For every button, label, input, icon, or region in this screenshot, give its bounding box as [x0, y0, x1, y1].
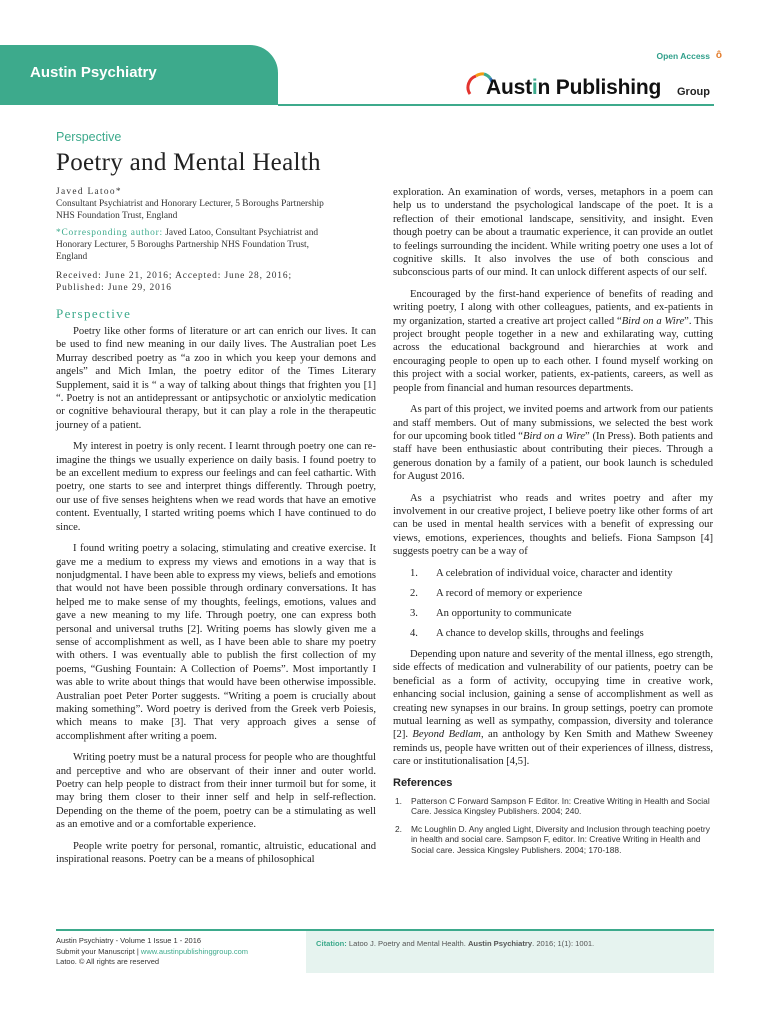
body-paragraph	[393, 288, 713, 395]
body-paragraph: Writing poetry must be a natural process for people who are thoughtful and perceptive and who are observant of their inner and outer world. Poetry can help people to distract from their inner turmoil but for some, it may bring them closer to their inner self and help in self-reflection. Depending on the theme of the poem, poetry can be a stimulating as well as an emotive and or a comfortable experience.	[56, 752, 376, 831]
text-run: Depending upon nature and severity of the mental illness, ego strength, side effects of medication and vulnerability of our patients, poetry can be beneficial as a form of activity, occupying time in creative work, enhancing social inclusion, gaining a sense of accomplishment as well as creating new synapses in our brains. In group settings, poetry can promote mutual learning as well as sympathy, compassion, diversity and tolerance [2].	[393, 648, 713, 741]
citation-box	[306, 931, 714, 973]
text-run: Encouraged by the first-hand experience of benefits of reading and writing poetry, I along with other colleagues, patients, and ex-patients in my organization, started a creative art project called “	[393, 288, 713, 327]
reference-number: 1.	[395, 796, 402, 807]
list-text: A celebration of individual voice, character and identity	[436, 567, 673, 579]
corresponding-author-label: *Corresponding author:	[56, 228, 163, 238]
publisher-group: Group	[677, 86, 710, 98]
benefit-list	[393, 567, 713, 640]
publisher-name-i: i	[531, 76, 538, 99]
citation-text	[316, 939, 711, 950]
left-column	[56, 325, 376, 874]
reference-number: 2.	[395, 823, 402, 834]
footer-website-link[interactable]: www.austinpublishinggroup.com	[140, 946, 249, 956]
body-paragraph	[393, 648, 713, 769]
body-paragraph: My interest in poetry is only recent. I learnt through poetry one can re-imagine the things we usually experience on daily basis. I found poetry to be an excellent medium to express our feelings and can feel cathartic. With poetry, one starts to see and interpret things differently. Through poetry, our use of five senses heightens when we read words that have an emotive content. Eventually, I started writing poems which I have continued to do since.	[56, 441, 376, 533]
reference-item	[393, 824, 713, 855]
body-paragraph: I found writing poetry a solacing, stimulating and creative exercise. It gave me a medium to express my views and emotions in a way that is nonjudgmental. I have been able to express my views, beliefs and emotions that would not have been possible through ordinary conversations. It has helped me to make sense of my thoughts, feelings, emotions, values and gave a new meaning to my life. Through poetry, one can express both personal and universal truths [2]. Writing poems has slowly given me a sense of accomplishment as well, as I have been able to share my poetry with others. I was eventually able to publish the first collection of my poems, “Gushing Fountain: A Collection of Poems”. Most importantly I was able to write about things that would have been otherwise impossible. Australian poet Peter Porter suggests. “Writing a poem is crucially about making something”. Word poetry is derived from the Greek verb Poiesis, which means to make [3]. That very approach gives a sense of accomplishment after writing a poem.	[56, 543, 376, 742]
list-text: A record of memory or experience	[436, 587, 583, 599]
list-number: 1.	[410, 567, 418, 579]
list-item	[393, 627, 713, 640]
list-number: 3.	[410, 607, 418, 619]
perspective-heading: Perspective	[56, 306, 132, 321]
footer-volume: Austin Psychiatry - Volume 1 Issue 1 - 2016	[56, 936, 202, 945]
publisher-name-part: n Publishing	[537, 76, 662, 99]
citation-journal: Austin Psychiatry	[467, 939, 533, 948]
body-paragraph: exploration. An examination of words, verses, metaphors in a poem can help us to understand the psychological landscape of the poet. It is a reflection of their emotional landscape, sensitivity, and insight. Even though poetry can be about a traumatic experience, it can provide an outlet to feelings surrounding the incident. While writing poetry one uses a lot of cognitive skills. It also involves the use of both conscious and subconscious parts of our mind. It can unlock different aspects of our self.	[393, 187, 713, 279]
project-title: Bird on a Wire	[621, 315, 685, 327]
publisher-name-part: Aust	[486, 76, 532, 99]
text-run: ” (In Press). Both patients and staff have been enthusiastic about contributing their pieces. Through a generous donation by a family of a patient, our book launch is scheduled for August 2016.	[393, 430, 713, 483]
list-item	[393, 567, 713, 580]
citation-label: Citation:	[316, 939, 347, 948]
author-name: Javed Latoo*	[56, 187, 122, 197]
list-text: An opportunity to communicate	[436, 607, 572, 619]
footer-submit	[56, 947, 306, 958]
publisher-name	[486, 76, 661, 100]
footer-info	[56, 931, 306, 973]
open-access-label: Open Access	[656, 51, 710, 61]
open-access-icon: ô	[715, 50, 722, 61]
body-paragraph: As a psychiatrist who reads and writes poetry and after my involvement in our creative project, I believe poetry like other forms of art can be used in mental health services with a benefit of expressing our views, emotions, experiences, thoughts and beliefs. Fiona Sampson [4] suggests poetry can be a way of	[393, 492, 713, 558]
list-item	[393, 607, 713, 620]
list-number: 4.	[410, 627, 418, 639]
references-heading: References	[393, 776, 453, 789]
list-text: A chance to develop skills, throughs and feelings	[436, 627, 644, 639]
footer-submit-text: Submit your Manuscript |	[56, 946, 141, 956]
article-dates: Received: June 21, 2016; Accepted: June 28, 2016; Published: June 29, 2016	[56, 271, 292, 294]
article-title: Poetry and Mental Health	[56, 149, 321, 176]
right-column	[393, 186, 713, 862]
citation-part: Latoo J. Poetry and Mental Health.	[346, 939, 468, 948]
text-run: , an anthology by Ken Smith and Mathew Sweeney reminds us, people have written out of their experiences of illness, distress, care or institutionalisation [4,5].	[393, 729, 713, 768]
text-run: ”. This project brought people together in a new and exhilarating way, cutting across the educational background and hierarchies at work and encouraging people to open up to each other. I found myself working on this project with a social worker, patients, ex-patients, careers, as well as people from financial and human resources departments.	[393, 315, 713, 394]
body-paragraph: People write poetry for personal, romantic, altruistic, educational and inspirational reasons. Poetry can be a means of philosophical	[56, 840, 376, 866]
list-number: 2.	[410, 587, 418, 599]
citation-part: . 2016; 1(1): 1001.	[532, 939, 595, 948]
book-title: Bird on a Wire	[523, 430, 586, 442]
journal-title: Austin Psychiatry	[30, 64, 157, 81]
corresponding-author-text: Javed Latoo, Consultant Psychiatrist and Honorary Lecturer, 5 Boroughs Partnership NHS Foundation Trust, England	[56, 228, 319, 263]
reference-item	[393, 796, 713, 817]
reference-text: Patterson C Forward Sampson F Editor. In: Creative Writing in Health and Social Care. Jessica Kingsley Publishers. 2004; 240.	[411, 796, 710, 817]
header-rule	[278, 104, 714, 106]
footer-copyright: Latoo. © All rights are reserved	[56, 957, 160, 966]
corresponding-author	[56, 227, 326, 264]
list-item	[393, 587, 713, 600]
author-affiliation: Consultant Psychiatrist and Honorary Lecturer, 5 Boroughs Partnership NHS Foundation Trust, England	[56, 199, 324, 222]
text-run: As part of this project, we invited poems and artwork from our patients and staff members. Out of many submissions, we selected the best work for our upcoming book titled “	[393, 404, 713, 442]
body-paragraph: Poetry like other forms of literature or art can enrich our lives. It can be used to find new meaning in our daily lives. The Australian poet Les Murray described poetry as “a zoo in which you keep your demons and angels” and Mich Imlan, the poetry editor of the Times Literary Supplement, said it is “ a way of talking about things that frighten you [1] “. Poetry is not an antidepressant or antipsychotic or anxiolytic medication or cognitive behavioural therapy, but it can play a role in the therapeutic journey of a patient.	[56, 326, 376, 431]
anthology-title: Beyond Bedlam	[412, 729, 481, 741]
body-paragraph	[393, 403, 713, 483]
section-label: Perspective	[56, 130, 122, 144]
reference-text: Mc Loughlin D. Any angled Light, Diversity and Inclusion through teaching poetry in health and social care. Sampson F, editor. In: Creative Writing in Health and Social care. Jessica Kingsley Publishers. 2004; 170-188.	[411, 823, 710, 855]
